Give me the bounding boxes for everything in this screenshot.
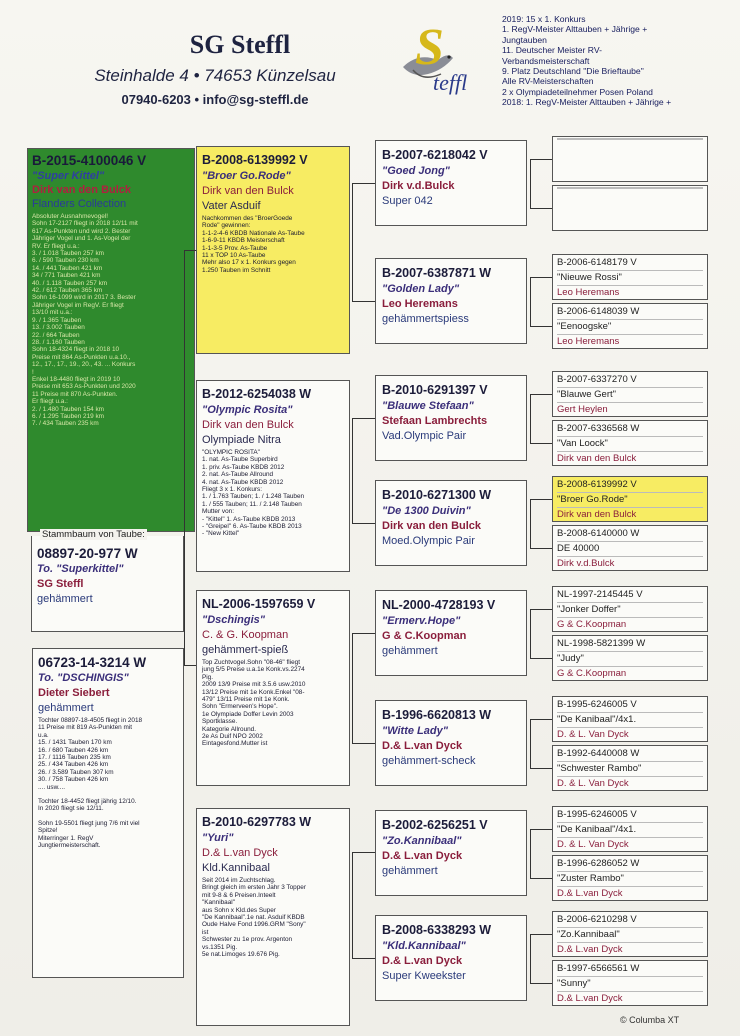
achievement-line: Verbandsmeisterschaft: [502, 55, 590, 66]
note-line: 6. / 1.295 Tauben 219 km: [32, 412, 105, 420]
connector-line: [530, 499, 531, 548]
note-line: Fliegt 3 x 1. Konkurs:: [202, 486, 263, 494]
description: Vater Asduif: [202, 200, 261, 212]
connector-line: [352, 852, 353, 958]
breeder: D.& L.van Dyck: [557, 942, 703, 957]
note-line: .... usw....: [38, 783, 65, 791]
pigeon-name: "De Kanibaal"/4x1.: [557, 822, 703, 837]
connector-line: [530, 548, 552, 549]
logo-text: teffl: [433, 70, 468, 95]
great-grandparent-card: [375, 810, 527, 896]
ring-number: B-2008-6140000 W: [557, 528, 640, 539]
ring-number: B-1995-6246005 V: [557, 809, 637, 820]
description: gehämmert: [382, 865, 438, 877]
note-line: 16. / 680 Tauben 426 km: [38, 746, 109, 754]
ancestor-card: [552, 371, 708, 417]
connector-line: [352, 743, 375, 744]
connector-line: [184, 665, 196, 666]
note-line: vs.1351 Pig.: [202, 943, 238, 951]
description: gehämmertspiess: [382, 313, 469, 325]
page-title: SG Steffl: [189, 30, 291, 59]
description: Flanders Collection: [32, 198, 127, 210]
achievement-line: 2019: 15 x 1. Konkurs: [502, 14, 586, 24]
ancestor-card: [552, 254, 708, 300]
pigeon-name: "Golden Lady": [382, 283, 460, 295]
note-line: - "Kittel" 1. As-Taube KBDB 2013: [202, 515, 296, 523]
connector-line: [530, 983, 552, 984]
note-line: Jungtiermeisterschaft.: [38, 842, 101, 850]
breeder: D.& L.van Dyck: [382, 740, 463, 752]
note-line: Oude Halve Fond 1996.GRM "Sony": [202, 921, 306, 929]
connector-line: [530, 719, 531, 768]
connector-line: [352, 958, 375, 959]
pigeon-name: "Zuster Rambo": [557, 871, 703, 886]
connector-line: [530, 934, 552, 935]
ring-number: B-1997-6566561 W: [557, 963, 640, 974]
great-grandparent-card: [375, 480, 527, 566]
breeder: Leo Heremans: [382, 298, 458, 310]
great-grandparent-card: [375, 915, 527, 1001]
achievement-line: 2018: 1. RegV-Meister Alttauben + Jährige +: [502, 97, 672, 108]
note-line: 4. nat. As-Taube KBDB 2012: [202, 478, 284, 486]
connector-line: [352, 418, 375, 419]
note-line: Sohn "Ermerveen's Hope".: [202, 703, 278, 711]
pigeon-name: "Blauwe Stefaan": [382, 400, 474, 412]
ancestor-card: [552, 420, 708, 466]
ring-number: 06723-14-3214 W: [38, 655, 147, 670]
ring-number: B-2007-6337270 V: [557, 374, 637, 385]
sire-card: [27, 148, 195, 532]
connector-line: [184, 250, 185, 665]
note-line: 12., 17., 17., 19., 20., 43. ... Konkurs: [32, 361, 136, 369]
breeder: D.& L.van Dyck: [202, 847, 278, 859]
grandparent-card: [196, 146, 350, 354]
ring-number: NL-2006-1597659 V: [202, 597, 316, 611]
note-line: mit 9-8 & 6 Preisen.Inteelt: [202, 891, 276, 899]
connector-line: [352, 183, 375, 184]
ring-number: B-2006-6148039 W: [557, 306, 640, 317]
note-line: Jähriger Vogel und 1. As-Vogel der: [32, 235, 131, 243]
note-line: 6. / 590 Tauben 230 km: [32, 257, 99, 265]
ring-number: B-2008-6139992 V: [202, 153, 308, 167]
note-line: 42. / 612 Tauben 365 km: [32, 287, 103, 295]
connector-line: [530, 609, 531, 658]
ring-number: B-1995-6246005 V: [557, 699, 637, 710]
connector-line: [352, 301, 375, 302]
breeder: Dirk van den Bulck: [382, 520, 482, 532]
ancestor-card: [552, 696, 708, 742]
breeder: Gert Heylen: [557, 402, 703, 417]
note-line: Enkel 18-4480 fliegt in 2019 10: [32, 375, 121, 383]
ancestor-card: [552, 745, 708, 791]
note-line: 11 Preise mit 870 As-Punkten.: [32, 390, 118, 398]
description: Moed.Olympic Pair: [382, 535, 475, 547]
breeder: Dieter Siebert: [38, 687, 110, 699]
performance-notes: [38, 717, 178, 850]
note-line: 13/10 mit u.a.:: [32, 309, 73, 317]
pigeon-name: "Van Loock": [557, 436, 703, 451]
note-line: 1.250 Tauben im Schnitt: [202, 266, 271, 274]
performance-notes: [202, 659, 344, 748]
connector-line: [530, 277, 531, 326]
grandparent-card: [196, 808, 350, 1026]
connector-line: [530, 719, 552, 720]
connector-line: [530, 208, 552, 209]
pigeon-name: "Blauwe Gert": [557, 387, 703, 402]
ancestor-card: [552, 586, 708, 632]
great-grandparent-card: [375, 140, 527, 226]
breeder: Leo Heremans: [557, 285, 703, 300]
note-line: 1. nat. As-Taube Superbird: [202, 456, 278, 464]
note-line: Nachkommen des "BroerGoede: [202, 215, 293, 222]
note-line: - "New Kittel": [202, 530, 240, 538]
note-line: Spitze!: [38, 827, 58, 835]
connector-line: [530, 326, 552, 327]
description: gehämmert-spieß: [202, 644, 289, 656]
note-line: 22. / 664 Tauben: [32, 331, 80, 339]
achievement-line: 2 x Olympiadeteilnehmer Posen Poland: [502, 86, 653, 97]
dam-card: [32, 648, 184, 978]
breeder: D. & L. Van Dyck: [557, 837, 703, 852]
note-line: 28. / 1.160 Tauben: [32, 338, 85, 346]
great-grandparent-card: [375, 375, 527, 461]
note-line: jung 5/5 Preise u.a.1e Konk.vs.2274: [202, 666, 305, 674]
pigeon-name: "Kld.Kannibaal": [382, 940, 466, 952]
note-line: Bringt gleich im ersten Jahr 3 Topper: [202, 884, 306, 892]
connector-line: [530, 277, 552, 278]
connector-line: [530, 394, 531, 443]
ring-number: B-2015-4100046 V: [32, 153, 147, 168]
address: Steinhalde 4 • 74653 Künzelsau: [94, 66, 336, 85]
pigeon-name: "Witte Lady": [382, 725, 448, 737]
breeder: D.& L.van Dyck: [557, 991, 703, 1006]
logo-letter: S: [415, 19, 444, 76]
note-line: Miterringer 1. RegV: [38, 834, 94, 842]
ring-number: B-1996-6620813 W: [382, 708, 492, 722]
note-line: 2e As Duif NPO 2002: [202, 733, 263, 741]
note-line: "De Kannibaal".1e nat. Asduif KBDB: [202, 914, 305, 922]
pigeon-name: "Jonker Doffer": [557, 602, 703, 617]
pigeon-name: "Broer Go.Rode": [202, 170, 291, 182]
note-line: RV. Er fliegt u.a.:: [32, 242, 80, 250]
description: Vad.Olympic Pair: [382, 430, 467, 442]
ancestor-card: [552, 911, 708, 957]
note-line: Top Zuchtvogel.Sohn "08-46" fliegt: [202, 659, 300, 666]
description: Kld.Kannibaal: [202, 862, 270, 874]
description: Super 042: [382, 195, 433, 207]
pigeon-name: "De Kanibaal"/4x1.: [557, 712, 703, 727]
ring-number: B-2006-6210298 V: [557, 914, 637, 925]
pigeon-name: "Super Kittel": [32, 170, 105, 182]
note-line: 13/12 Preise mit 1e Konk.Enkel "08-: [202, 688, 305, 696]
note-line: Tochter 08897-18-4505 fliegt in 2018: [38, 717, 143, 724]
ring-number: NL-1998-5821399 W: [557, 638, 646, 649]
note-line: 1. / 555 Tauben; 11. / 2.148 Tauben: [202, 500, 302, 508]
ancestor-card: [552, 806, 708, 852]
connector-line: [352, 633, 375, 634]
pigeon-name: "Goed Jong": [382, 165, 450, 177]
note-line: Jähriger Vogel im RegV. Er fliegt: [32, 301, 124, 309]
ring-number: B-1992-6440008 W: [557, 748, 640, 759]
grandparent-card: [196, 380, 350, 572]
ring-number: B-2010-6271300 W: [382, 488, 492, 502]
great-grandparent-card: [375, 590, 527, 676]
breeder: Dirk van den Bulck: [557, 451, 703, 466]
description: gehämmert: [37, 593, 93, 605]
ancestor-card: [552, 635, 708, 681]
connector-line: [352, 183, 353, 301]
note-line: Absoluter Ausnahmevogel!: [32, 213, 109, 220]
pigeon-name: "Nieuwe Rossi": [557, 270, 703, 285]
note-line: Seit 2014 im Zuchtschlag.: [202, 877, 276, 884]
connector-line: [530, 829, 531, 878]
breeder: D.& L.van Dyck: [557, 886, 703, 901]
connector-line: [530, 878, 552, 879]
ring-number: B-2012-6254038 W: [202, 387, 312, 401]
connector-line: [530, 934, 531, 983]
ring-number: B-2007-6387871 W: [382, 266, 492, 280]
pigeon-name: "De 1300 Duivin": [382, 505, 471, 517]
breeder: D.& L.van Dyck: [382, 955, 463, 967]
subject-card: [31, 529, 184, 632]
note-line: 1. / 1.763 Tauben; 1. / 1.248 Tauben: [202, 493, 305, 501]
pigeon-name: "Olympic Rosita": [202, 404, 293, 416]
note-line: 1-6-9-11 KBDB Meisterschaft: [202, 237, 285, 245]
note-line: 2. nat. As-Taube Allround: [202, 471, 274, 479]
copyright: © Columba XT: [620, 1015, 680, 1025]
note-line: 1. priv. As-Taube KBDB 2012: [202, 463, 285, 471]
pigeon-name: "Judy": [557, 651, 703, 666]
note-line: Sohn 19-5501 fliegt jung 7/6 mit viel: [38, 819, 140, 827]
ring-number: 08897-20-977 W: [37, 546, 138, 561]
description: gehämmert: [38, 702, 94, 714]
breeder: Dirk van den Bulck: [32, 184, 132, 196]
connector-line: [184, 250, 196, 251]
pigeon-name: "Schwester Rambo": [557, 761, 703, 776]
breeder: G & C.Koopman: [557, 666, 703, 681]
description: Olympiade Nitra: [202, 434, 281, 446]
note-line: 479" 13/11 Preise mit 1e Konk.: [202, 696, 290, 704]
note-line: Preise mit 864 As-Punkten u.a.10.,: [32, 353, 131, 361]
ancestor-card: [552, 855, 708, 901]
note-line: "Kannibaal": [202, 899, 235, 907]
ancestor-card: [552, 525, 708, 571]
connector-line: [352, 633, 353, 743]
breeder: D.& L.van Dyck: [382, 850, 463, 862]
note-line: Eintagesfond.Mutter ist: [202, 740, 268, 748]
pigeon-name: "Sunny": [557, 976, 703, 991]
breeder: Dirk v.d.Bulck: [557, 556, 703, 571]
pigeon-name: "Yuri": [202, 832, 234, 844]
note-line: 2009 13/9 Preise mit 3.5.6 usw.2010: [202, 681, 306, 689]
note-line: Sohn 18-4324 fliegt in 2018 10: [32, 346, 120, 354]
pigeon-name: "Broer Go.Rode": [557, 492, 703, 507]
achievement-line: 11. Deutscher Meister RV-: [502, 45, 602, 56]
ancestor-card: [552, 476, 708, 522]
connector-line: [530, 394, 552, 395]
note-line: [38, 813, 178, 820]
ring-number: B-2007-6336568 W: [557, 423, 640, 434]
pigeon-name: "Zo.Kannibaal": [557, 927, 703, 942]
achievement-line: 1. RegV-Meister Alttauben + Jährige +: [502, 24, 648, 35]
pigeon-name: "Ermerv.Hope": [382, 615, 461, 627]
note-line: 1-1-3-5 Prov. As-Taube: [202, 244, 268, 252]
note-line: u.a.: [38, 731, 49, 739]
note-line: 11 Preise mit 819 As-Punkten mit: [38, 724, 133, 732]
note-line: Mutter von:: [202, 508, 234, 516]
performance-notes: [202, 449, 344, 538]
note-line: 2. / 1.480 Tauben 154 km: [32, 405, 105, 413]
note-line: 17. / 1116 Tauben 235 km: [38, 754, 111, 762]
note-line: 1e Olympiade Doffer Levin 2003: [202, 710, 294, 718]
grandparent-card: [196, 590, 350, 786]
note-line: 7. / 434 Tauben 235 km: [32, 420, 99, 428]
breeder: SG Steffl: [37, 578, 84, 590]
breeder: G & C.Koopman: [382, 630, 467, 642]
breeder: [557, 139, 703, 140]
description: Super Kweekster: [382, 970, 466, 982]
performance-notes: [202, 877, 344, 958]
note-line: Sohn 17-2127 fliegt in 2018 12/11 mit: [32, 220, 138, 228]
note-line: Pig.: [202, 673, 214, 681]
breeder: Dirk van den Bulck: [557, 507, 703, 522]
note-line: Rode" gewinnen:: [202, 222, 251, 230]
connector-line: [530, 768, 552, 769]
breeder: D. & L. Van Dyck: [557, 727, 703, 742]
ring-number: NL-1997-2145445 V: [557, 589, 643, 600]
ring-number: B-2008-6139992 V: [557, 479, 637, 490]
note-line: Schwester zu 1e prov. Argenton: [202, 936, 293, 944]
pigeon-name: To. "DSCHINGIS": [38, 672, 129, 684]
breeder: Dirk van den Bulck: [202, 185, 294, 197]
ancestor-card: [552, 960, 708, 1006]
breeder: [557, 188, 703, 189]
breeder: Leo Heremans: [557, 334, 703, 349]
note-line: 25. / 434 Tauben 426 km: [38, 761, 109, 769]
note-line: 15. / 1431 Tauben 170 km: [38, 739, 112, 747]
contact: 07940-6203 • info@sg-steffl.de: [121, 92, 309, 107]
note-line: ist: [202, 928, 209, 936]
note-line: Tochter 18-4452 fliegt jährig 12/10.: [38, 798, 137, 806]
description: gehämmert: [382, 645, 438, 657]
ring-number: B-2002-6256251 V: [382, 818, 488, 832]
breeder: Dirk v.d.Bulck: [382, 180, 455, 192]
note-line: Mehr also 17 x 1. Konkurs gegen: [202, 259, 296, 267]
breeder: Dirk van den Bulck: [202, 419, 294, 431]
connector-line: [530, 159, 531, 208]
great-grandparent-card: [375, 258, 527, 344]
note-line: 13. / 3.002 Tauben: [32, 324, 85, 332]
pigeon-name: "Dschingis": [202, 614, 265, 626]
achievement-line: Jungtauben: [502, 34, 547, 45]
note-line: 40. / 1.118 Tauben 257 km: [32, 279, 108, 287]
pigeon-name: "Eenoogske": [557, 319, 703, 334]
connector-line: [530, 829, 552, 830]
achievement-line: 9. Platz Deutschland "Die Brieftaube": [502, 66, 644, 77]
ring-number: B-2010-6297783 W: [202, 815, 312, 829]
connector-line: [530, 609, 552, 610]
note-line: Er fliegt u.a.:: [32, 398, 68, 406]
note-line: - "Greipel" 6. As-Taube KBDB 2013: [202, 523, 302, 531]
note-line: 34 / 771 Tauben 421 km: [32, 272, 101, 280]
note-line: 5e nat.Limoges 19.676 Pig.: [202, 951, 280, 959]
breeder: G & C.Koopman: [557, 617, 703, 632]
note-line: 30. / 758 Tauben 426 km: [38, 776, 109, 784]
pigeon-name: DE 40000: [557, 541, 703, 556]
pigeon-name: "Zo.Kannibaal": [382, 835, 462, 847]
achievement-line: Alle RV-Meisterschaften: [502, 76, 594, 87]
note-line: Sportklasse.: [202, 718, 238, 726]
ring-number: B-2006-6148179 V: [557, 257, 637, 268]
connector-line: [530, 499, 552, 500]
ring-number: B-1996-6286052 W: [557, 858, 640, 869]
note-line: 11 x TOP 10 As-Taube: [202, 252, 266, 260]
pigeon-name: To. "Superkittel": [37, 563, 124, 575]
note-line: 26. / 3.589 Tauben 307 km: [38, 768, 114, 776]
connector-line: [352, 523, 375, 524]
great-grandparent-card: [375, 700, 527, 786]
ring-number: B-2010-6291397 V: [382, 383, 488, 397]
note-line: "OLYMPIC ROSITA": [202, 449, 260, 456]
achievements: [502, 14, 732, 108]
ring-number: NL-2000-4728193 V: [382, 598, 496, 612]
connector-line: [530, 658, 552, 659]
breeder: D. & L. Van Dyck: [557, 776, 703, 791]
ancestor-card: [552, 185, 708, 231]
connector-line: [352, 418, 353, 523]
subject-label: Stammbaum von Taube:: [42, 529, 145, 540]
note-line: aus Sohn x Kld.des Super: [202, 906, 276, 914]
note-line: [38, 791, 178, 798]
note-line: Kategorie Allround.: [202, 725, 257, 733]
connector-line: [530, 443, 552, 444]
connector-line: [530, 159, 552, 160]
note-line: 3. / 1.018 Tauben 257 km: [32, 250, 105, 258]
note-line: In 2020 fliegt sie 12/11.: [38, 805, 104, 813]
performance-notes: [32, 213, 190, 428]
breeder: Stefaan Lambrechts: [382, 415, 488, 427]
connector-line: [352, 852, 375, 853]
note-line: 14. / 441 Tauben 421 km: [32, 264, 103, 272]
note-line: !: [32, 368, 34, 376]
note-line: 617 As-Punkten und wird 2. Bester: [32, 227, 131, 235]
ring-number: B-2007-6218042 V: [382, 148, 488, 162]
ancestor-card: [552, 136, 708, 182]
note-line: Preise mit 653 As-Punkten und 2020: [32, 383, 136, 391]
note-line: Sohn 16-1099 wird in 2017 3. Bester: [32, 294, 136, 302]
description: gehämmert-scheck: [382, 755, 476, 767]
note-line: 1-1-2-4-6 KBDB Nationale As-Taube: [202, 229, 305, 237]
note-line: 9. / 1.365 Tauben: [32, 316, 82, 324]
ancestor-card: [552, 303, 708, 349]
performance-notes: [202, 215, 344, 274]
logo: [393, 19, 473, 102]
breeder: C. & G. Koopman: [202, 629, 289, 641]
ring-number: B-2008-6338293 W: [382, 923, 492, 937]
